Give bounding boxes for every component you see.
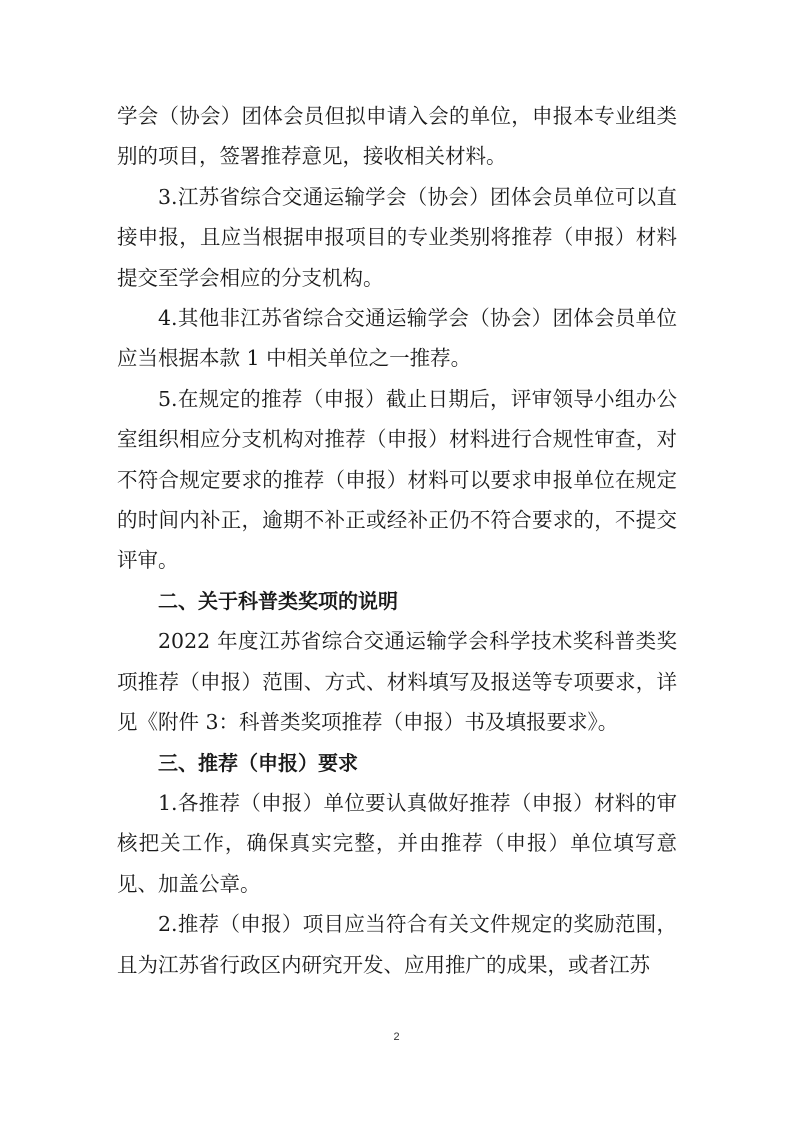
- paragraph-popular-science: 2022 年度江苏省综合交通运输学会科学技术奖科普类奖项推荐（申报）范围、方式、材料填写及报送等专项要求，详见《附件 3：科普类奖项推荐（申报）书及填报要求》。: [117, 629, 677, 735]
- paragraph-item-5: 5.在规定的推荐（申报）截止日期后，评审领导小组办公室组织相应分支机构对推荐（申报）材料进行合规性审查，对不符合规定要求的推荐（申报）材料可以要求申报单位在规定的时间内补正，逾期不补正或经补正仍不符合要求的，不提交评审。: [117, 386, 677, 573]
- section-heading-2: 二、关于科普类奖项的说明: [158, 588, 398, 613]
- paragraph-requirement-2: 2.推荐（申报）项目应当符合有关文件规定的奖励范围，且为江苏省行政区内研究开发、应用推广的成果，或者江苏: [117, 912, 677, 977]
- paragraph-requirement-1: 1.各推荐（申报）单位要认真做好推荐（申报）材料的审核把关工作，确保真实完整，并由推荐（申报）单位填写意见、加盖公章。: [117, 790, 677, 896]
- paragraph-item-3: 3.江苏省综合交通运输学会（协会）团体会员单位可以直接申报，且应当根据申报项目的专业类别将推荐（申报）材料提交至学会相应的分支机构。: [117, 184, 677, 290]
- paragraph-item-4: 4.其他非江苏省综合交通运输学会（协会）团体会员单位应当根据本款 1 中相关单位之一推荐。: [117, 306, 677, 371]
- paragraph-continuation: 学会（协会）团体会员但拟申请入会的单位，申报本专业组类别的项目，签署推荐意见，接收相关材料。: [117, 104, 677, 169]
- body-text: [117, 96, 677, 985]
- page-number: 2: [393, 1031, 400, 1043]
- section-heading-3: 三、推荐（申报）要求: [158, 750, 358, 775]
